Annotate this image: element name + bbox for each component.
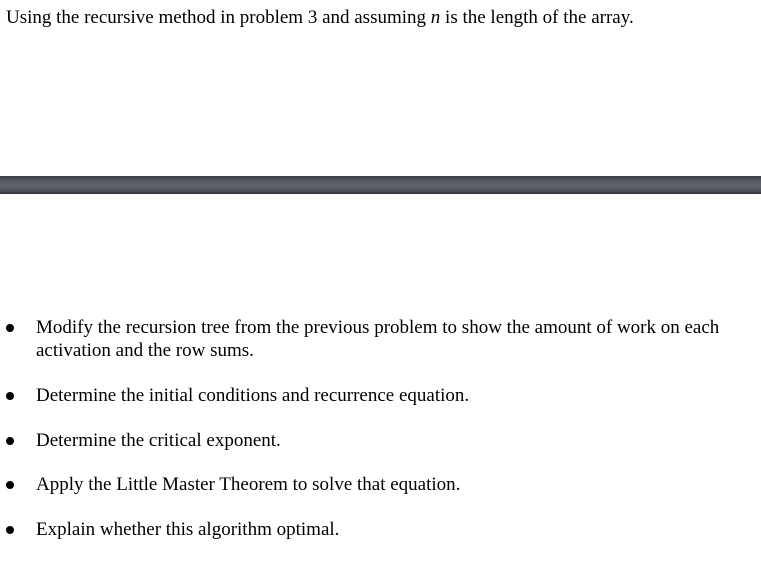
intro-text-before: Using the recursive method in problem 3 and assuming xyxy=(6,7,431,28)
bullet-icon xyxy=(6,526,14,534)
task-item-optimality xyxy=(0,518,761,541)
task-text: Apply the Little Master Theorem to solve that equation. xyxy=(36,474,461,495)
bullet-icon xyxy=(6,437,14,445)
bullet-icon xyxy=(6,324,14,332)
task-text: Determine the initial conditions and recurrence equation. xyxy=(36,385,470,406)
task-text: Determine the critical exponent. xyxy=(36,430,281,451)
bullet-icon xyxy=(6,392,14,400)
section-divider xyxy=(0,176,761,194)
task-item-modify-tree xyxy=(0,316,761,362)
task-item-master-theorem xyxy=(0,473,761,496)
bullet-icon xyxy=(6,481,14,489)
task-list xyxy=(0,316,761,541)
task-item-critical-exponent xyxy=(0,429,761,452)
problem-intro xyxy=(6,6,634,30)
intro-text-after: is the length of the array. xyxy=(440,7,634,28)
task-text: Explain whether this algorithm optimal. xyxy=(36,519,340,540)
task-text: Modify the recursion tree from the previous problem to show the amount of work on each activation and the row sums. xyxy=(36,317,720,361)
task-item-initial-conditions xyxy=(0,384,761,407)
intro-variable: n xyxy=(430,7,441,28)
